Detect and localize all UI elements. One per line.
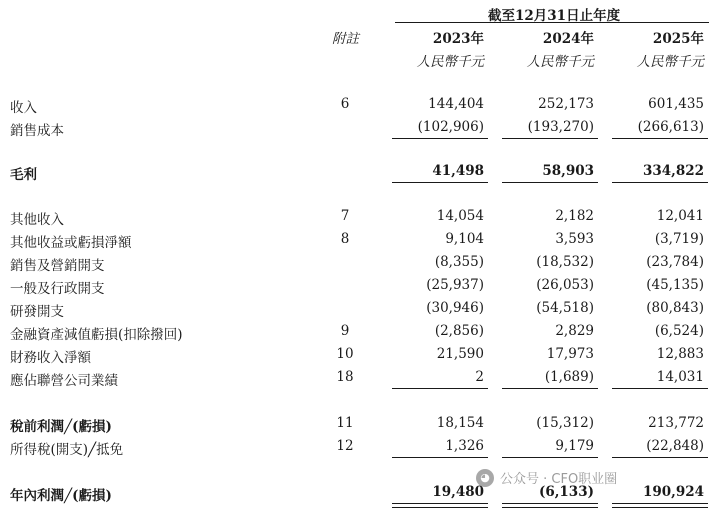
value-2024: 17,973	[546, 346, 594, 362]
value-2025: (6,524)	[654, 323, 704, 339]
subtotal-rule	[392, 457, 488, 458]
row-label: 其他收入	[10, 212, 64, 228]
watermark-text: 公众号 · CFO职业圈	[500, 472, 618, 487]
value-2023: 144,404	[428, 96, 484, 112]
row-profit-before-tax	[0, 415, 714, 435]
subtotal-rule	[612, 138, 708, 139]
row-note: 12	[336, 438, 354, 454]
row-label: 銷售及營銷開支	[10, 258, 105, 274]
value-2023: 19,480	[432, 484, 484, 500]
row-label: 財務收入淨額	[10, 350, 91, 366]
value-2025: 190,924	[642, 484, 704, 500]
value-2025: (22,848)	[646, 438, 704, 454]
value-2024: 3,593	[555, 231, 594, 247]
value-2024: (193,270)	[527, 119, 594, 135]
value-2024: 2,829	[555, 323, 594, 339]
value-2023: (8,355)	[434, 254, 484, 270]
value-2023: 21,590	[436, 346, 484, 362]
row-selling-expenses	[0, 254, 714, 274]
row-other-income	[0, 208, 714, 228]
value-2023: (30,946)	[426, 300, 484, 316]
row-profit-for-year	[0, 484, 714, 504]
double-rule	[392, 503, 488, 508]
row-finance-income	[0, 346, 714, 366]
row-note: 6	[340, 96, 350, 112]
row-label: 收入	[10, 100, 37, 116]
row-note: 8	[340, 231, 350, 247]
subtotal-rule	[502, 138, 598, 139]
row-note: 11	[336, 415, 354, 431]
value-2023: 14,054	[436, 208, 484, 224]
row-share-of-associates	[0, 369, 714, 389]
value-2025: (23,784)	[646, 254, 704, 270]
value-2024: (18,532)	[536, 254, 594, 270]
subtotal-rule	[392, 138, 488, 139]
period-underline	[395, 22, 709, 23]
subtotal-rule	[612, 388, 708, 389]
double-rule	[612, 503, 708, 508]
value-2023: 1,326	[445, 438, 484, 454]
row-note: 18	[336, 369, 354, 385]
row-gross-profit	[0, 163, 714, 183]
row-admin-expenses	[0, 277, 714, 297]
value-2024: 252,173	[538, 96, 594, 112]
value-2025: 213,772	[648, 415, 704, 431]
currency-2025: 人民幣千元	[636, 54, 704, 70]
row-revenue	[0, 96, 714, 116]
row-label: 稅前利潤╱(虧損)	[10, 419, 112, 435]
total-rule	[392, 182, 488, 183]
currency-2023: 人民幣千元	[416, 54, 484, 70]
wechat-icon: ◕	[476, 469, 494, 487]
value-2024: (54,518)	[536, 300, 594, 316]
row-rnd-expenses	[0, 300, 714, 320]
value-2025: 334,822	[642, 163, 704, 179]
row-cost-of-sales	[0, 119, 714, 139]
value-2025: 12,041	[656, 208, 704, 224]
value-2025: 14,031	[656, 369, 704, 385]
total-rule	[612, 182, 708, 183]
subtotal-rule	[502, 388, 598, 389]
value-2023: (2,856)	[434, 323, 484, 339]
subtotal-rule	[392, 388, 488, 389]
row-note: 10	[336, 346, 354, 362]
subtotal-rule	[502, 457, 598, 458]
year-2025-heading: 2025年	[652, 31, 704, 47]
value-2024: 58,903	[542, 163, 594, 179]
double-rule	[502, 503, 598, 508]
value-2023: (102,906)	[417, 119, 484, 135]
value-2023: 18,154	[436, 415, 484, 431]
value-2024: (6,133)	[538, 484, 594, 500]
row-label: 毛利	[10, 167, 37, 183]
row-impairment-losses	[0, 323, 714, 343]
value-2023: 9,104	[445, 231, 484, 247]
row-other-gains	[0, 231, 714, 251]
row-label: 金融資產減值虧損(扣除撥回)	[10, 327, 183, 343]
row-label: 年內利潤╱(虧損)	[10, 488, 112, 504]
value-2025: 601,435	[648, 96, 704, 112]
row-label: 一般及行政開支	[10, 281, 105, 297]
period-heading: 截至12月31日止年度	[488, 8, 621, 24]
row-label: 其他收益或虧損淨額	[10, 235, 132, 251]
total-rule	[502, 182, 598, 183]
year-2023-heading: 2023年	[432, 31, 484, 47]
value-2024: (26,053)	[536, 277, 594, 293]
currency-2024: 人民幣千元	[526, 54, 594, 70]
row-label: 所得稅(開支)╱抵免	[10, 442, 124, 458]
value-2024: 2,182	[555, 208, 594, 224]
value-2025: (80,843)	[646, 300, 704, 316]
row-label: 研發開支	[10, 304, 64, 320]
value-2024: 9,179	[555, 438, 594, 454]
row-label: 銷售成本	[10, 123, 64, 139]
row-income-tax	[0, 438, 714, 458]
value-2025: (3,719)	[654, 231, 704, 247]
value-2024: (15,312)	[536, 415, 594, 431]
value-2025: 12,883	[656, 346, 704, 362]
value-2024: (1,689)	[544, 369, 594, 385]
subtotal-rule	[612, 457, 708, 458]
row-note: 7	[340, 208, 350, 224]
value-2025: (266,613)	[637, 119, 704, 135]
row-label: 應佔聯營公司業績	[10, 373, 118, 389]
value-2023: 2	[475, 369, 484, 385]
value-2023: 41,498	[432, 163, 484, 179]
value-2025: (45,135)	[646, 277, 704, 293]
row-note: 9	[340, 323, 350, 339]
year-2024-heading: 2024年	[542, 31, 594, 47]
value-2023: (25,937)	[426, 277, 484, 293]
note-column-heading: 附註	[332, 31, 359, 47]
